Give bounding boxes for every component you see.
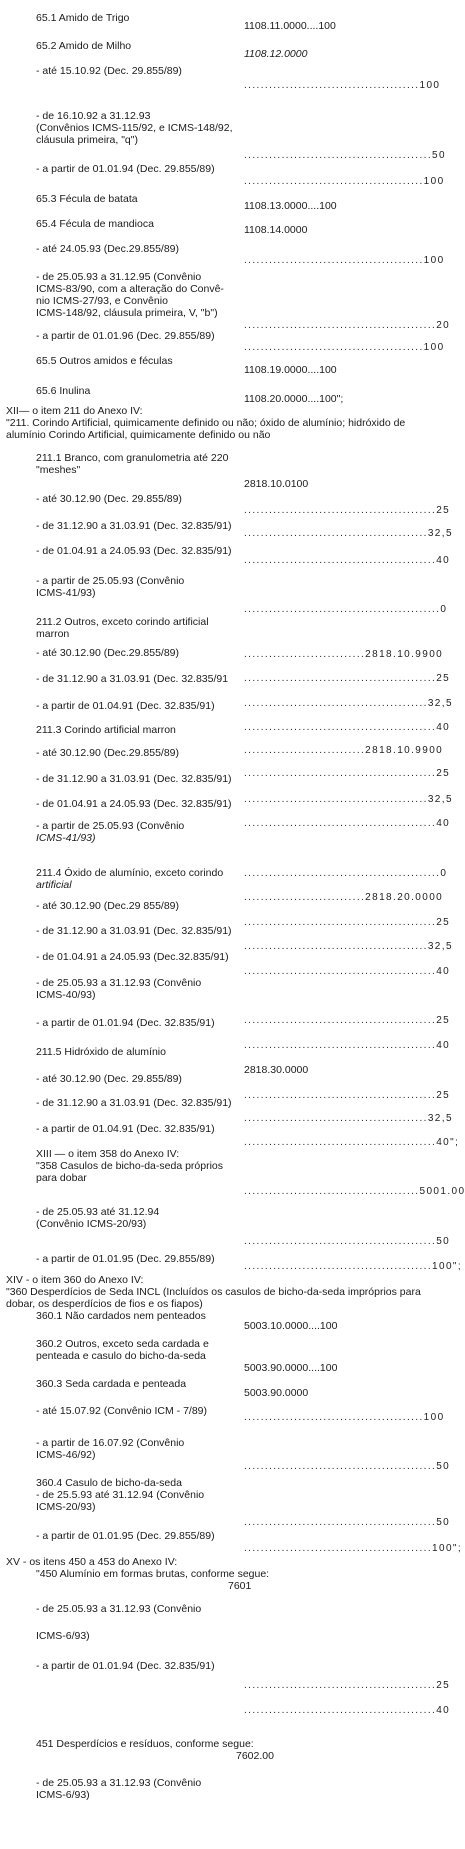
row-text: - de 01.04.91 a 24.05.93 (Dec. 32.835/91)	[36, 798, 232, 810]
section-intro: "360 Desperdícios de Seda INCL (Incluídos os casulos de bicho-da-seda impróprios para dobar, os desperdícios de fios e os fiapos)	[6, 1286, 421, 1310]
row-rate: .............................................50	[244, 150, 446, 161]
row-rate: ..............................................40	[244, 555, 451, 566]
row-text: - de 01.04.91 a 24.05.93 (Dec.32.835/91)	[36, 951, 229, 963]
row-text: - até 30.12.90 (Dec. 29.855/89)	[36, 493, 182, 505]
item-65-1: 65.1 Amido de Trigo	[36, 12, 130, 24]
row-text: - a partir de 01.01.95 (Dec. 29.855/89)	[36, 1530, 215, 1542]
row-rate: ..............................................50	[244, 1236, 451, 1247]
code: 2818.10.0100	[244, 478, 309, 490]
row-rate: ..............................................40	[244, 1040, 451, 1051]
row-text: artificial	[36, 879, 72, 891]
row-text: - até 30.12.90 (Dec.29.855/89)	[36, 747, 180, 759]
row-text: ICMS-20/93)	[36, 1501, 96, 1513]
row-rate: ..............................................40	[244, 818, 451, 829]
item-65-3: 65.3 Fécula de batata	[36, 193, 138, 205]
row-rate: ...........................................100	[244, 342, 445, 353]
row-rate: ..............................................25	[244, 1015, 451, 1026]
row-text: para dobar	[36, 1172, 87, 1184]
row-text: 211.5 Hidróxido de alumínio	[36, 1046, 166, 1058]
row-rate: ............................................32,5	[244, 1113, 453, 1124]
row-text: "358 Casulos de bicho-da-seda próprios	[36, 1160, 224, 1172]
row-text: - de 25.5.93 até 31.12.94 (Convênio	[36, 1489, 205, 1501]
row-rate: ...........................................100	[244, 1412, 445, 1423]
row-text: - a partir de 01.01.94 (Dec. 32.835/91)	[36, 1017, 215, 1029]
row-text: - até 15.10.92 (Dec. 29.855/89)	[36, 65, 182, 77]
row-text: ICMS-41/93)	[36, 832, 96, 844]
code-65-5: 1108.19.0000....100	[244, 364, 337, 376]
row-text: - de 31.12.90 a 31.03.91 (Dec. 32.835/91)	[36, 1097, 232, 1109]
row-text: XIII — o item 358 do Anexo IV:	[36, 1148, 180, 1160]
row-text: - a partir de 01.01.94 (Dec. 29.855/89)	[36, 163, 215, 175]
row-rate: ...........................................100	[244, 176, 445, 187]
row-rate: ..............................................50	[244, 1461, 451, 1472]
row-rate: ..........................................100	[244, 80, 441, 91]
row-text: - de 01.04.91 a 24.05.93 (Dec. 32.835/91)	[36, 545, 232, 557]
row-text: "meshes"	[36, 464, 81, 476]
row-text: - a partir de 01.01.95 (Dec. 29.855/89)	[36, 1253, 215, 1265]
code-65-4: 1108.14.0000	[244, 224, 308, 236]
row-rate: .............................2818.10.9900	[244, 649, 444, 660]
row-text: - até 15.07.92 (Convênio ICM - 7/89)	[36, 1405, 208, 1417]
row-text: - de 31.12.90 a 31.03.91 (Dec. 32.835/91)	[36, 773, 232, 785]
row-text: (Convênios ICMS-115/92, e ICMS-148/92,	[36, 122, 233, 134]
section-heading: XV - os itens 450 a 453 do Anexo IV:	[6, 1556, 178, 1568]
row-text: ICMS-6/93)	[36, 1630, 90, 1642]
row-text: - a partir de 01.04.91 (Dec. 32.835/91)	[36, 1123, 215, 1135]
row-text: - até 30.12.90 (Dec.29.855/89)	[36, 647, 180, 659]
row-rate: ............................................32,5	[244, 941, 453, 952]
row-text: - de 31.12.90 a 31.03.91 (Dec. 32.835/91)	[36, 925, 232, 937]
row-text: - a partir de 01.01.96 (Dec. 29.855/89)	[36, 330, 215, 342]
row-text: - de 16.10.92 a 31.12.93	[36, 110, 151, 122]
row-rate: ...............................................0	[244, 868, 448, 879]
row-text: - até 30.12.90 (Dec.29 855/89)	[36, 900, 180, 912]
row-rate: ..............................................50	[244, 1517, 451, 1528]
row-text: 360.2 Outros, exceto seda cardada e	[36, 1338, 209, 1350]
row-rate: ............................................32,5	[244, 698, 453, 709]
row-rate: ..........................................5001.00	[244, 1186, 465, 1197]
row-text: 211.4 Óxido de alumínio, exceto corindo	[36, 867, 224, 879]
row-text: - de 25.05.93 até 31.12.94	[36, 1206, 160, 1218]
item-65-2: 65.2 Amido de Milho	[36, 40, 132, 52]
item-65-4: 65.4 Fécula de mandioca	[36, 218, 154, 230]
code-65-1: 1108.11.0000....100	[244, 20, 336, 32]
row-text: - de 25.05.93 a 31.12.93 (Convênio	[36, 977, 202, 989]
code-65-2: 1108.12.0000	[244, 48, 308, 60]
row-text: 211.3 Corindo artificial marron	[36, 724, 176, 736]
row-rate: .............................................100";	[244, 1543, 463, 1554]
code: 7601	[228, 1580, 252, 1592]
row-text: - de 31.12.90 a 31.03.91 (Dec. 32.835/91)	[36, 520, 232, 532]
row-rate: .............................2818.20.0000	[244, 892, 444, 903]
row-rate: ..............................................40	[244, 966, 451, 977]
row-text: 211.2 Outros, exceto corindo artificial	[36, 616, 209, 628]
row-text: marron	[36, 628, 70, 640]
row-text: - até 24.05.93 (Dec.29.855/89)	[36, 243, 180, 255]
row-rate: ..............................................40";	[244, 1137, 460, 1148]
row-text: 360.4 Casulo de bicho-da-seda	[36, 1477, 182, 1489]
row-rate: ............................................32,5	[244, 528, 453, 539]
code-65-6: 1108.20.0000....100";	[244, 393, 344, 405]
row-text: ICMS-41/93)	[36, 587, 96, 599]
item-65-5: 65.5 Outros amidos e féculas	[36, 355, 173, 367]
row-rate: ..............................................25	[244, 673, 451, 684]
code: 5003.10.0000....100	[244, 1320, 338, 1332]
code: 5003.90.0000....100	[244, 1362, 338, 1374]
row-rate: .............................2818.10.9900	[244, 745, 444, 756]
section-intro: "211. Corindo Artificial, quimicamente definido ou não; óxido de alumínio; hidróxido de alumínio Corindo Artificial, quimicamente definido ou não	[6, 417, 406, 441]
row-rate: ..............................................25	[244, 505, 451, 516]
code: 5003.90.0000	[244, 1387, 309, 1399]
row-text: - de 25.05.93 a 31.12.93 (Convênio	[36, 1777, 202, 1789]
row-text: (Convênio ICMS-20/93)	[36, 1218, 147, 1230]
row-text: 211.1 Branco, com granulometria até 220	[36, 452, 229, 464]
row-text: 451 Desperdícios e resíduos, conforme segue:	[36, 1738, 254, 1750]
row-text: ICMS-148/92, cláusula primeira, V, "b")	[36, 307, 218, 319]
row-text: - até 30.12.90 (Dec. 29.855/89)	[36, 1073, 182, 1085]
row-rate: ..............................................25	[244, 1680, 451, 1691]
row-rate: ..............................................25	[244, 1090, 451, 1101]
code-65-3: 1108.13.0000....100	[244, 200, 337, 212]
row-rate: ..............................................40	[244, 722, 451, 733]
row-text: 360.1 Não cardados nem penteados	[36, 1310, 206, 1322]
row-rate: ...............................................0	[244, 604, 448, 615]
item-65-6: 65.6 Inulina	[36, 385, 91, 397]
row-text: 360.3 Seda cardada e penteada	[36, 1378, 187, 1390]
row-rate: ..............................................25	[244, 768, 451, 779]
row-text: ICMS-6/93)	[36, 1789, 90, 1801]
row-text: penteada e casulo do bicho-da-seda	[36, 1350, 206, 1362]
row-text: - a partir de 25.05.93 (Convênio	[36, 575, 185, 587]
row-text: ICMS-46/92)	[36, 1449, 96, 1461]
row-rate: .............................................100";	[244, 1261, 463, 1272]
code: 2818.30.0000	[244, 1064, 309, 1076]
row-text: - de 25.05.93 a 31.12.95 (Convênio	[36, 271, 202, 283]
row-rate: ..............................................40	[244, 1705, 451, 1716]
row-text: ICMS-40/93)	[36, 989, 96, 1001]
row-text: - a partir de 25.05.93 (Convênio	[36, 820, 185, 832]
row-text: - de 31.12.90 a 31.03.91 (Dec. 32.835/91	[36, 673, 229, 685]
row-rate: ..............................................20	[244, 320, 451, 331]
section-heading: XIV - o item 360 do Anexo IV:	[6, 1274, 144, 1286]
row-rate: ..............................................25	[244, 917, 451, 928]
code: 7602.00	[236, 1750, 274, 1762]
row-text: "450 Alumínio em formas brutas, conforme segue:	[36, 1568, 270, 1580]
row-text: - de 25.05.93 a 31.12.93 (Convênio	[36, 1603, 202, 1615]
row-text: - a partir de 16.07.92 (Convênio	[36, 1437, 185, 1449]
row-text: cláusula primeira, "q")	[36, 134, 138, 146]
row-text: nio ICMS-27/93, e Convênio	[36, 295, 168, 307]
row-rate: ............................................32,5	[244, 794, 453, 805]
row-rate: ...........................................100	[244, 255, 445, 266]
row-text: - a partir de 01.04.91 (Dec. 32.835/91)	[36, 700, 215, 712]
row-text: ICMS-83/90, com a alteração do Convê-	[36, 283, 224, 295]
row-text: - a partir de 01.01.94 (Dec. 32.835/91)	[36, 1660, 215, 1672]
section-heading: XII— o item 211 do Anexo IV:	[6, 405, 143, 417]
